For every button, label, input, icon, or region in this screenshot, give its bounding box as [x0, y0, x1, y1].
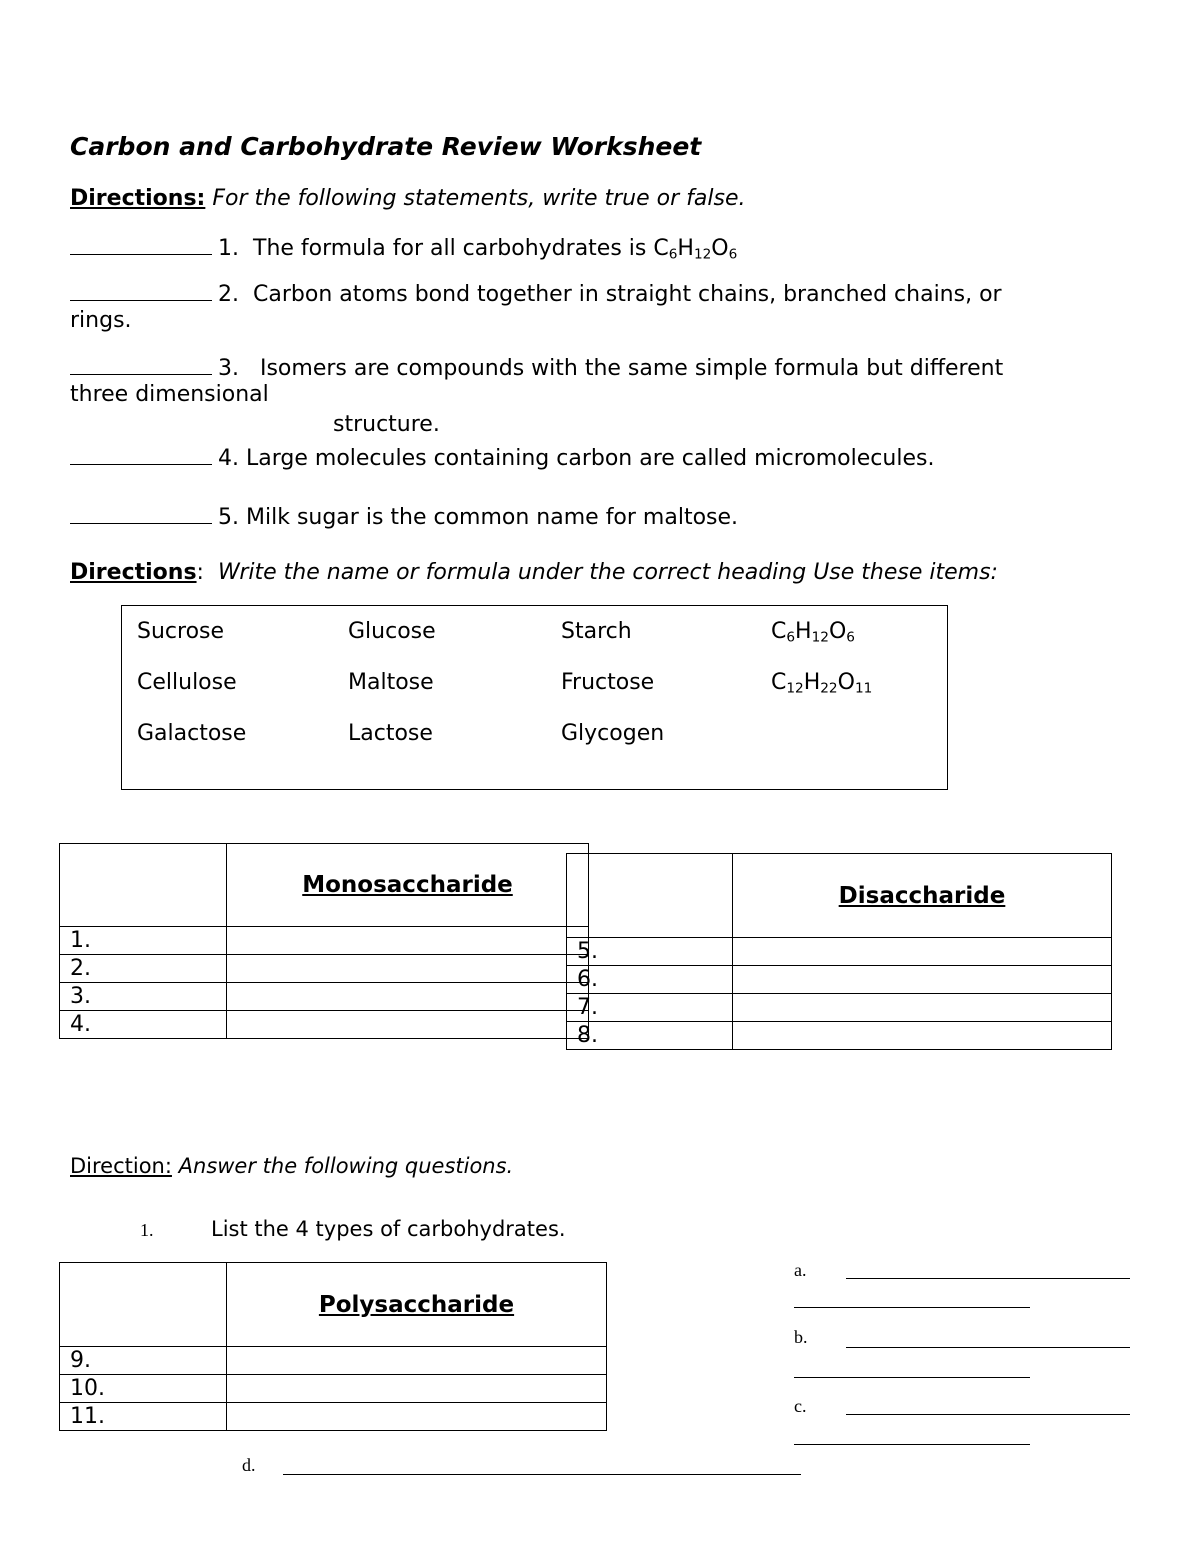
answer-line[interactable]: [283, 1474, 801, 1475]
answer-cell[interactable]: [227, 1011, 589, 1039]
answer-blank[interactable]: [70, 352, 212, 375]
question-1-number: 1.: [140, 1220, 154, 1240]
answer-blank[interactable]: [70, 501, 212, 524]
row-number: 7.: [567, 994, 733, 1022]
directions-1: [70, 186, 745, 211]
answer-cell[interactable]: [733, 966, 1112, 994]
directions-text: For the following statements, write true or false.: [212, 186, 746, 211]
answer-label-b: b.: [794, 1327, 808, 1347]
statement-3-cont2: structure.: [333, 412, 440, 437]
polysaccharide-heading: Polysaccharide: [227, 1263, 607, 1347]
statement-1: 1. The formula for all carbohydrates is $C_6H_{12}O_6$: [70, 232, 737, 261]
row-number: 11.: [60, 1403, 227, 1431]
answer-line[interactable]: [846, 1347, 1130, 1348]
worksheet-title: Carbon and Carbohydrate Review Worksheet: [70, 132, 702, 161]
statement-5: 5. Milk sugar is the common name for maltose.: [70, 501, 738, 530]
word-bank-item: Starch: [561, 619, 632, 644]
row-number: 8.: [567, 1022, 733, 1050]
answer-blank[interactable]: [70, 232, 212, 255]
answer-label-d: d.: [242, 1455, 256, 1475]
directions-label: Directions: [70, 560, 197, 585]
answer-cell[interactable]: [227, 983, 589, 1011]
statement-4: 4. Large molecules containing carbon are called micromolecules.: [70, 442, 934, 471]
directions-3: [70, 1154, 513, 1178]
answer-cell[interactable]: [227, 1347, 607, 1375]
answer-cell[interactable]: [227, 1403, 607, 1431]
answer-line[interactable]: [794, 1444, 1030, 1445]
row-number: 2.: [60, 955, 227, 983]
word-bank-item: Fructose: [561, 670, 655, 695]
word-bank-item: Glycogen: [561, 721, 665, 746]
table-corner-cell: [567, 854, 733, 938]
monosaccharide-heading: Monosaccharide: [227, 844, 589, 927]
word-bank-item: Glucose: [348, 619, 436, 644]
row-number: 4.: [60, 1011, 227, 1039]
row-number: 10.: [60, 1375, 227, 1403]
answer-blank[interactable]: [70, 442, 212, 465]
row-number: 1.: [60, 927, 227, 955]
word-bank-item: Galactose: [137, 721, 247, 746]
directions-text: Write the name or formula under the correct heading Use these items:: [217, 560, 998, 585]
question-1-text: List the 4 types of carbohydrates.: [211, 1217, 566, 1241]
directions-2: Directions: Write the name or formula under the correct heading Use these items:: [70, 560, 998, 585]
answer-cell[interactable]: [733, 938, 1112, 966]
answer-line[interactable]: [794, 1307, 1030, 1308]
statement-2: 2. Carbon atoms bond together in straight chains, branched chains, or: [70, 278, 1002, 307]
answer-line[interactable]: [846, 1278, 1130, 1279]
row-number: 6.: [567, 966, 733, 994]
word-bank-box: [121, 605, 948, 790]
answer-cell[interactable]: [733, 994, 1112, 1022]
directions-label: Directions:: [70, 186, 206, 211]
table-corner-cell: [60, 844, 227, 927]
table-corner-cell: [60, 1263, 227, 1347]
answer-cell[interactable]: [227, 955, 589, 983]
word-bank-formula-2: $C_{12}H_{22}O_{11}$: [771, 670, 873, 697]
statement-3-cont: three dimensional: [70, 382, 269, 407]
polysaccharide-table: [59, 1262, 607, 1431]
word-bank-item: Maltose: [348, 670, 434, 695]
directions-text: Answer the following questions.: [178, 1154, 514, 1178]
word-bank-item: Cellulose: [137, 670, 237, 695]
answer-cell[interactable]: [227, 1375, 607, 1403]
row-number: 5.: [567, 938, 733, 966]
word-bank-item: Lactose: [348, 721, 433, 746]
word-bank-formula-1: $C_6H_{12}O_6$: [771, 619, 855, 646]
answer-cell[interactable]: [733, 1022, 1112, 1050]
directions-label: Direction:: [70, 1154, 172, 1178]
answer-label-c: c.: [794, 1396, 807, 1416]
monosaccharide-table: [59, 843, 589, 1039]
row-number: 3.: [60, 983, 227, 1011]
statement-2-cont: rings.: [70, 308, 132, 333]
answer-label-a: a.: [794, 1260, 807, 1280]
disaccharide-table: [566, 853, 1112, 1050]
disaccharide-heading: Disaccharide: [733, 854, 1112, 938]
answer-cell[interactable]: [227, 927, 589, 955]
row-number: 9.: [60, 1347, 227, 1375]
word-bank-item: Sucrose: [137, 619, 225, 644]
answer-blank[interactable]: [70, 278, 212, 301]
statement-3: 3. Isomers are compounds with the same simple formula but different: [70, 352, 1003, 381]
answer-line[interactable]: [846, 1414, 1130, 1415]
answer-line[interactable]: [794, 1377, 1030, 1378]
